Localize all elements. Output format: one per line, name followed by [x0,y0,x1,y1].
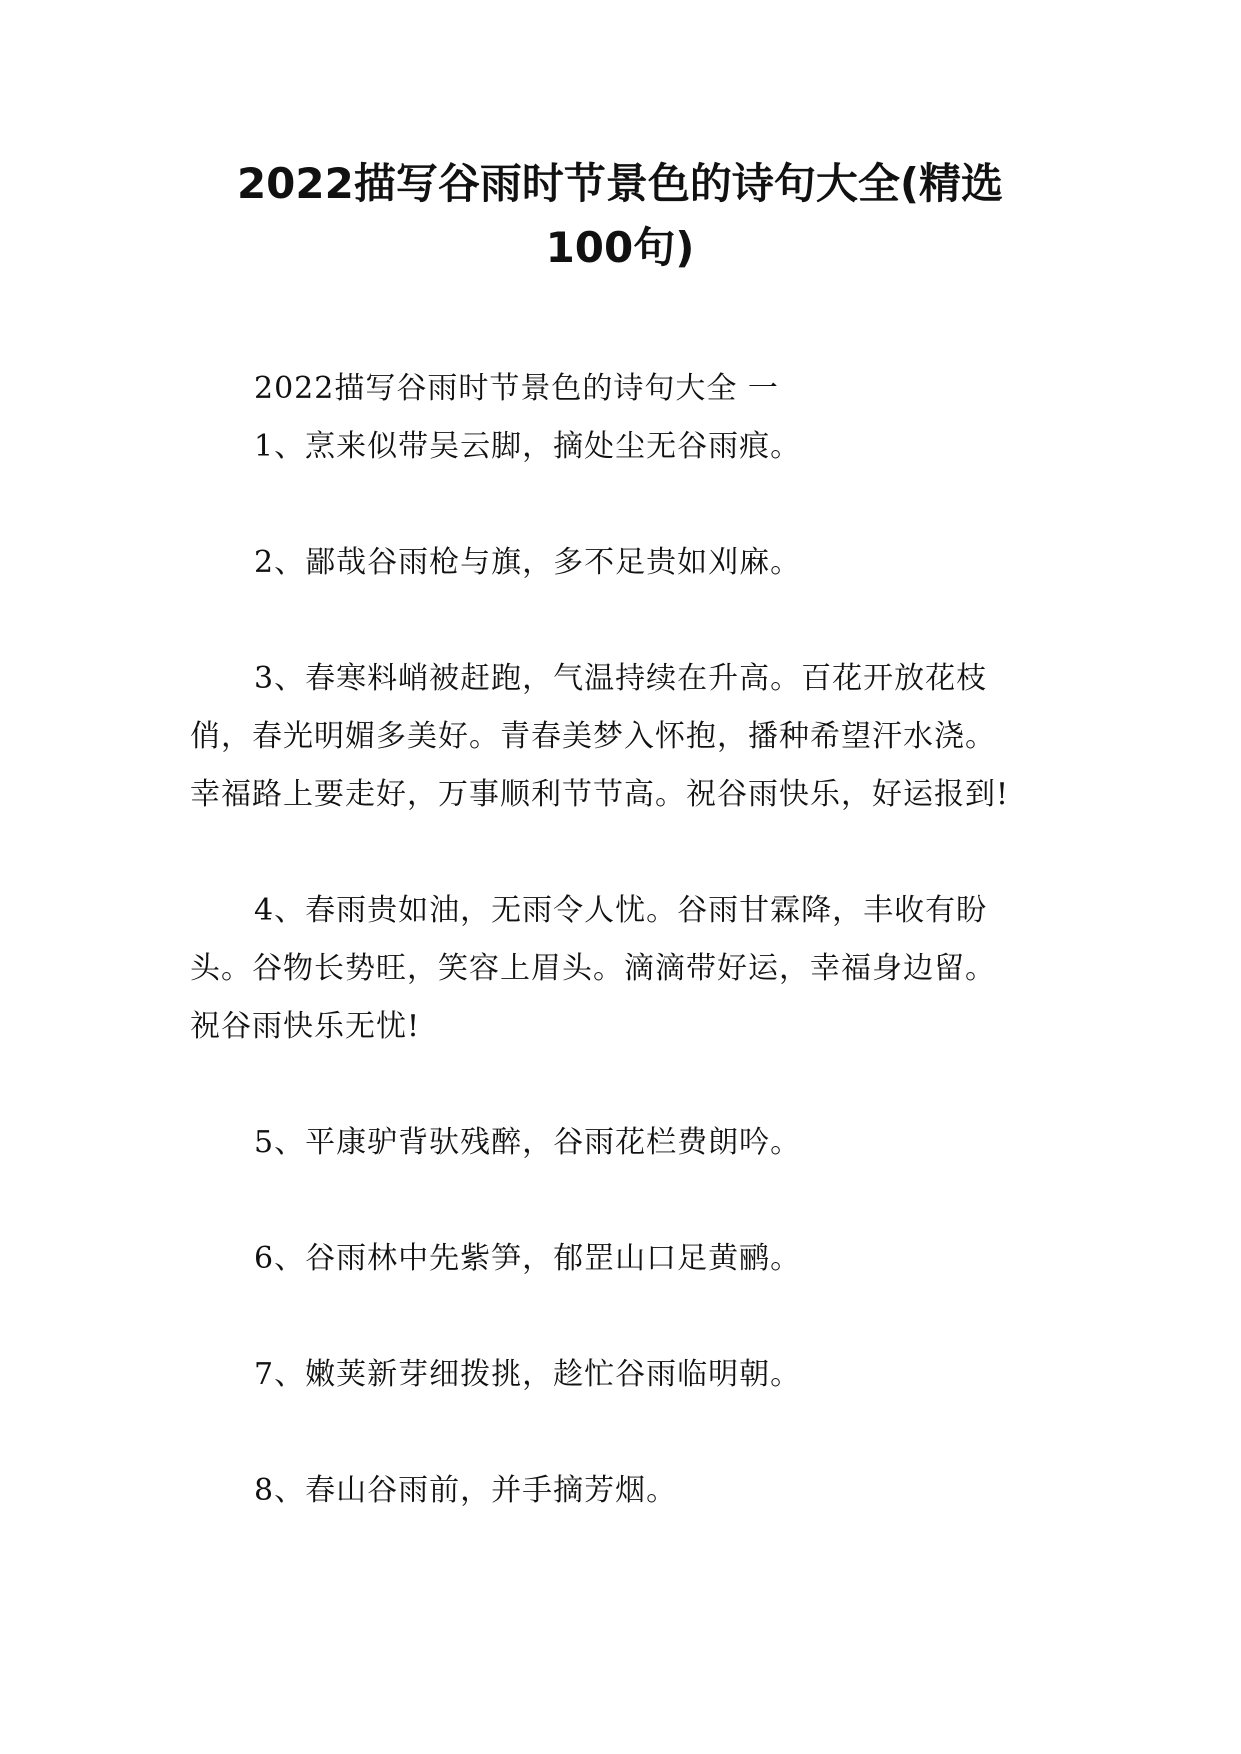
paragraph-gap [190,1404,1050,1462]
paragraph-gap [190,1056,1050,1114]
poem-item-4-line-1: 4、春雨贵如油，无雨令人忧。谷雨甘霖降，丰收有盼 [254,893,988,928]
poem-item-7: 7、嫩荚新芽细拨挑，趁忙谷雨临明朝。 [254,1357,802,1392]
paragraph-gap [190,824,1050,882]
poem-item-3 [190,650,1050,824]
document-title [190,152,1050,280]
paragraph-gap [190,476,1050,534]
paragraph-gap [190,1288,1050,1346]
title-line-1: 2022描写谷雨时节景色的诗句大全(精选 [236,159,1004,208]
poem-item-3-line-3: 幸福路上要走好，万事顺利节节高。祝谷雨快乐，好运报到! [190,777,1010,812]
poem-item-4 [190,882,1050,1056]
poem-item-4-line-3: 祝谷雨快乐无忧! [190,1009,421,1044]
document-body [190,360,1050,1520]
poem-item-2: 2、鄙哉谷雨枪与旗，多不足贵如刈麻。 [254,545,802,580]
poem-item-3-line-1: 3、春寒料峭被赶跑，气温持续在升高。百花开放花枝 [254,661,988,696]
section-heading: 2022描写谷雨时节景色的诗句大全 一 [254,371,779,406]
poem-item-4-line-2: 头。谷物长势旺，笑容上眉头。滴滴带好运，幸福身边留。 [190,951,996,986]
poem-item-1: 1、烹来似带吴云脚，摘处尘无谷雨痕。 [254,429,802,464]
poem-item-6: 6、谷雨林中先紫笋，郁罡山口足黄鹂。 [254,1241,802,1276]
poem-item-3-line-2: 俏，春光明媚多美好。青春美梦入怀抱，播种希望汗水浇。 [190,719,996,754]
poem-item-5: 5、平康驴背驮残醉，谷雨花栏费朗吟。 [254,1125,802,1160]
poem-item-8: 8、春山谷雨前，并手摘芳烟。 [254,1473,678,1508]
paragraph-gap [190,1172,1050,1230]
paragraph-gap [190,592,1050,650]
title-line-2: 100句) [545,223,695,272]
